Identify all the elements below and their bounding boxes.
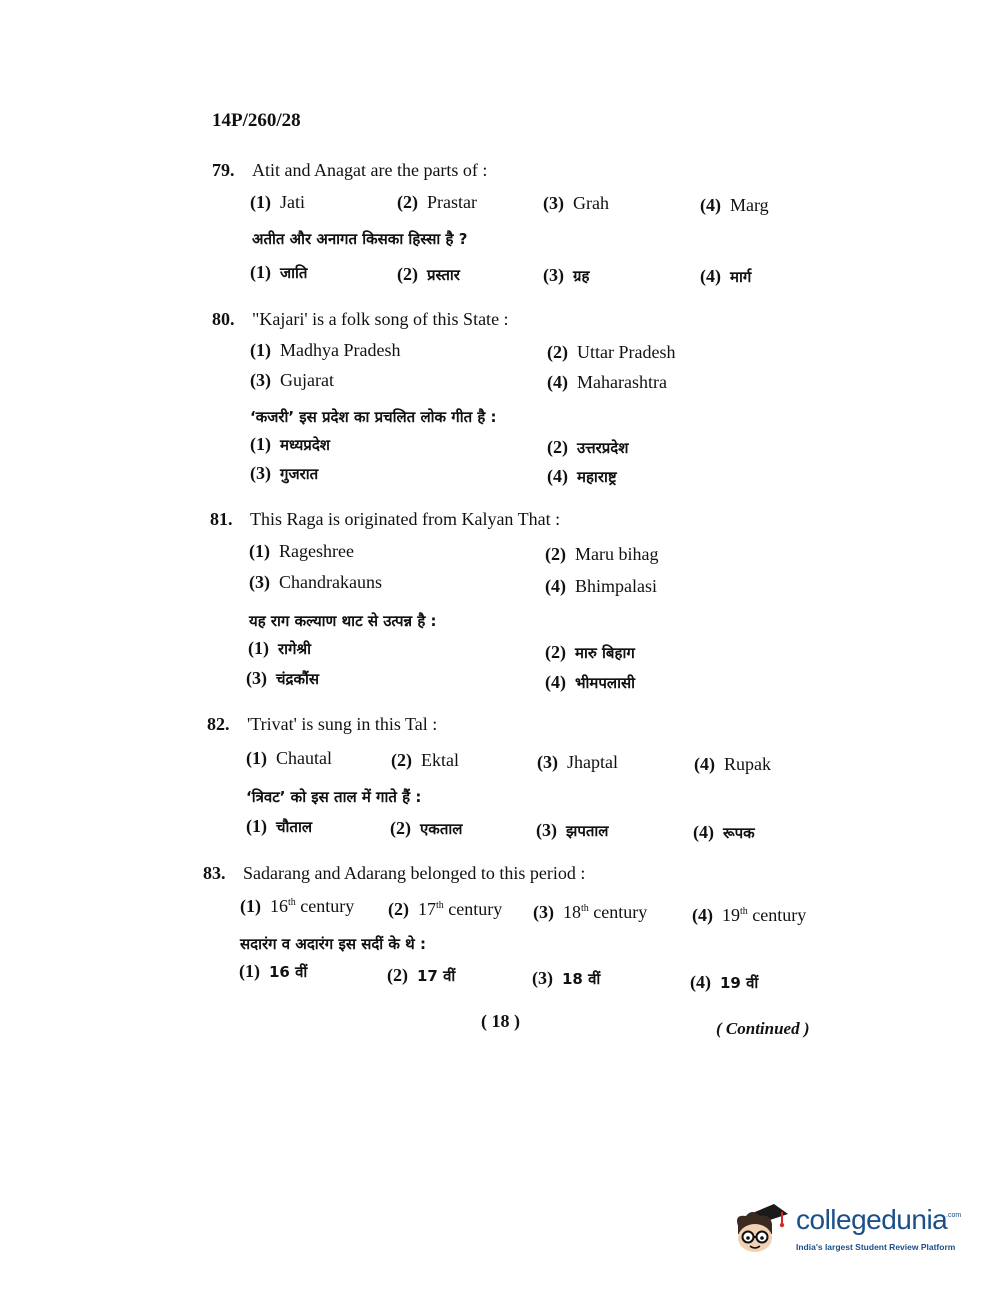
option-2-en: (2) Ektal bbox=[391, 750, 459, 770]
option-3-hi: (3) गुजरात bbox=[250, 463, 319, 483]
option-1-hi: (1) 16 वीं bbox=[239, 961, 308, 981]
logo-tagline: India's largest Student Review Platform bbox=[796, 1242, 956, 1252]
option-4-hi: (4) भीमपलासी bbox=[545, 672, 636, 692]
page-number: ( 18 ) bbox=[481, 1011, 520, 1031]
question-text-en: "Kajari' is a folk song of this State : bbox=[252, 309, 509, 329]
continued-label: ( Continued ) bbox=[716, 1019, 810, 1038]
option-4-hi: (4) रूपक bbox=[693, 822, 755, 842]
option-3-hi: (3) 18 वीं bbox=[532, 968, 601, 988]
question-text-en: Sadarang and Adarang belonged to this period : bbox=[243, 863, 586, 883]
option-4-hi: (4) महाराष्ट्र bbox=[547, 466, 617, 486]
question-number: 81. bbox=[210, 509, 233, 529]
option-2-en: (2) Maru bihag bbox=[545, 544, 659, 564]
option-3-en: (3) Chandrakauns bbox=[249, 572, 382, 592]
logo-suffix: .com bbox=[946, 1212, 962, 1219]
question-number: 80. bbox=[212, 309, 235, 329]
option-1-hi: (1) रागेश्री bbox=[248, 638, 311, 658]
option-2-en: (2) Uttar Pradesh bbox=[547, 342, 676, 362]
option-4-en: (4) Marg bbox=[700, 195, 769, 215]
option-3-hi: (3) झपताल bbox=[536, 820, 609, 840]
option-4-en: (4) Bhimpalasi bbox=[545, 576, 657, 596]
option-1-en: (1) 16th century bbox=[240, 896, 355, 916]
option-1-en: (1) Chautal bbox=[246, 748, 332, 768]
option-4-en: (4) Maharashtra bbox=[547, 372, 667, 392]
question-number: 82. bbox=[207, 714, 230, 734]
option-2-en: (2) 17th century bbox=[388, 899, 503, 919]
option-3-hi: (3) ग्रह bbox=[543, 265, 590, 285]
question-text-hi: सदारंग व अदारंग इस सदीं के थे : bbox=[240, 935, 426, 953]
option-3-en: (3) Jhaptal bbox=[537, 752, 618, 772]
question-number: 83. bbox=[203, 863, 226, 883]
option-2-hi: (2) 17 वीं bbox=[387, 965, 456, 985]
option-3-en: (3) 18th century bbox=[533, 902, 648, 922]
question-text-en: This Raga is originated from Kalyan That : bbox=[250, 509, 561, 529]
logo-wordmark: collegedunia bbox=[796, 1204, 948, 1235]
question-number: 79. bbox=[212, 160, 235, 180]
option-4-en: (4) Rupak bbox=[694, 754, 771, 774]
question-text-en: 'Trivat' is sung in this Tal : bbox=[247, 714, 438, 734]
option-2-en: (2) Prastar bbox=[397, 192, 477, 212]
option-1-hi: (1) मध्यप्रदेश bbox=[250, 434, 331, 454]
option-2-hi: (2) प्रस्तार bbox=[397, 264, 460, 284]
option-1-en: (1) Madhya Pradesh bbox=[250, 340, 401, 360]
question-text-hi: ‘कजरी’ इस प्रदेश का प्रचलित लोक गीत है : bbox=[250, 408, 497, 426]
option-4-hi: (4) मार्ग bbox=[700, 266, 752, 286]
option-3-hi: (3) चंद्रकौंस bbox=[246, 668, 320, 688]
option-3-en: (3) Grah bbox=[543, 193, 609, 213]
option-1-en: (1) Jati bbox=[250, 192, 305, 212]
option-2-hi: (2) एकताल bbox=[390, 818, 463, 838]
question-text-hi: यह राग कल्याण थाट से उत्पन्न है : bbox=[249, 612, 437, 630]
collegedunia-logo bbox=[730, 1196, 970, 1266]
paper-code: 14P/260/28 bbox=[212, 110, 301, 131]
question-text-en: Atit and Anagat are the parts of : bbox=[252, 160, 488, 180]
option-2-hi: (2) मारु बिहाग bbox=[545, 642, 635, 662]
question-text-hi: ‘त्रिवट’ को इस ताल में गाते हैं : bbox=[246, 788, 422, 806]
option-1-en: (1) Rageshree bbox=[249, 541, 354, 561]
mascot-icon bbox=[730, 1200, 792, 1258]
option-4-hi: (4) 19 वीं bbox=[690, 972, 759, 992]
question-text-hi: अतीत और अनागत किसका हिस्सा है ? bbox=[252, 230, 468, 248]
option-3-en: (3) Gujarat bbox=[250, 370, 334, 390]
option-1-hi: (1) जाति bbox=[250, 262, 308, 282]
option-4-en: (4) 19th century bbox=[692, 905, 807, 925]
option-1-hi: (1) चौताल bbox=[246, 816, 313, 836]
option-2-hi: (2) उत्तरप्रदेश bbox=[547, 437, 629, 457]
